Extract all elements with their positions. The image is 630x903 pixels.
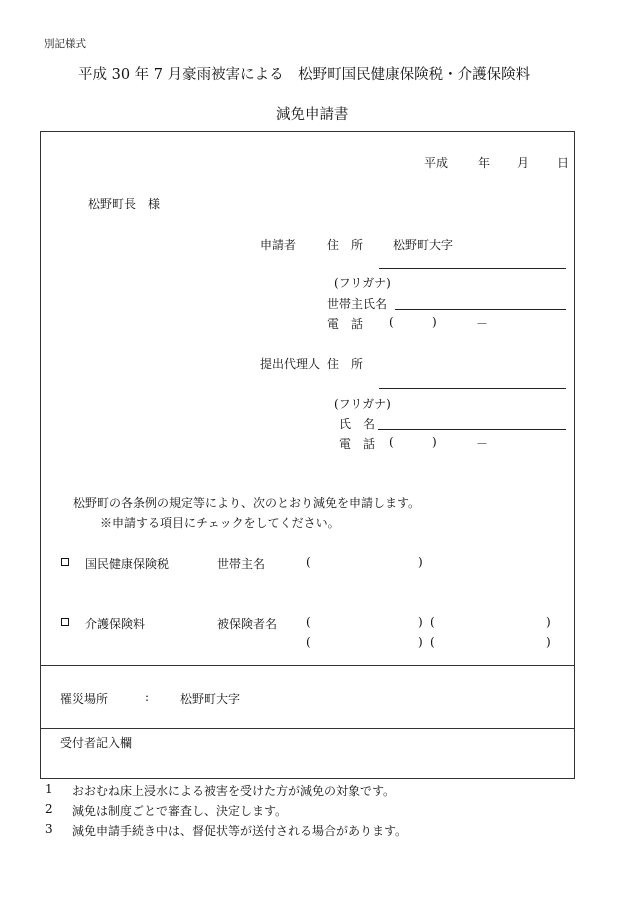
item-paren-close: ): [546, 615, 551, 629]
item-person-label: 世帯主名: [217, 557, 266, 571]
applicant-address-line: [379, 268, 566, 269]
agent-address-label: 住 所: [327, 357, 364, 371]
agent-phone-label: 電 話: [339, 437, 376, 451]
agent-phone-dash: －: [476, 437, 489, 451]
note-text: 減免は制度ごとで審査し、決定します。: [72, 804, 288, 818]
divider-receptionist: [41, 728, 574, 729]
applicant-name-line: [395, 309, 566, 310]
item-paren-close: ): [418, 615, 423, 629]
form-label: 別記様式: [44, 38, 86, 50]
disaster-location-value: 松野町大字: [180, 692, 241, 706]
item-paren-open: (: [306, 555, 311, 569]
item-name: 国民健康保険税: [85, 557, 170, 571]
item-paren-open: (: [306, 615, 311, 629]
applicant-name-label: 世帯主氏名: [327, 297, 388, 311]
date-era: 平成: [424, 156, 449, 170]
applicant-phone-label: 電 話: [327, 317, 364, 331]
item-paren-close: ): [418, 555, 423, 569]
note-text: おおむね床上浸水による被害を受けた方が減免の対象です。: [72, 784, 396, 798]
item-paren-open: (: [306, 635, 311, 649]
note-number: 1: [45, 782, 53, 796]
agent-furigana-label: (フリガナ): [334, 397, 391, 411]
date-month: 月: [517, 156, 530, 170]
agent-address-line: [379, 388, 566, 389]
item-paren-open: (: [430, 635, 435, 649]
check-instruction: ※申請する項目にチェックをしてください。: [100, 516, 340, 530]
applicant-phone-open: (: [389, 315, 394, 329]
item-person-label: 被保険者名: [217, 617, 278, 631]
form-subtitle: 減免申請書: [276, 107, 349, 123]
note-text: 減免申請手続き中は、督促状等が送付される場合があります。: [72, 824, 408, 838]
applicant-label: 申請者: [260, 238, 297, 252]
divider-disaster: [41, 665, 574, 666]
date-year: 年: [478, 156, 491, 170]
agent-phone-open: (: [389, 435, 394, 449]
item-paren-close: ): [546, 635, 551, 649]
application-form-box: [40, 131, 575, 779]
long-term-care-checkbox[interactable]: [61, 618, 69, 626]
applicant-furigana-label: (フリガナ): [334, 276, 391, 290]
agent-name-line: [378, 429, 566, 430]
receptionist-label: 受付者記入欄: [60, 736, 133, 750]
date-day: 日: [557, 156, 570, 170]
applicant-address-label: 住 所: [327, 238, 364, 252]
note-number: 2: [45, 802, 53, 816]
item-name: 介護保険料: [85, 617, 146, 631]
item-paren-close: ): [418, 635, 423, 649]
applicant-address-value: 松野町大字: [393, 238, 454, 252]
agent-name-label: 氏 名: [339, 417, 376, 431]
applicant-phone-dash: －: [476, 317, 489, 331]
note-number: 3: [45, 822, 53, 836]
item-paren-open: (: [430, 615, 435, 629]
disaster-location-label: 罹災場所: [60, 692, 109, 706]
applicant-phone-close: ): [432, 315, 437, 329]
agent-phone-close: ): [432, 435, 437, 449]
health-insurance-tax-checkbox[interactable]: [61, 558, 69, 566]
addressee: 松野町長 様: [88, 197, 161, 211]
disaster-location-colon: :: [145, 690, 150, 704]
form-title: 平成 30 年 7 月豪雨被害による 松野町国民健康保険税・介護保険料: [78, 67, 531, 83]
application-statement: 松野町の各条例の規定等により、次のとおり減免を申請します。: [73, 496, 421, 510]
agent-label: 提出代理人: [260, 357, 321, 371]
